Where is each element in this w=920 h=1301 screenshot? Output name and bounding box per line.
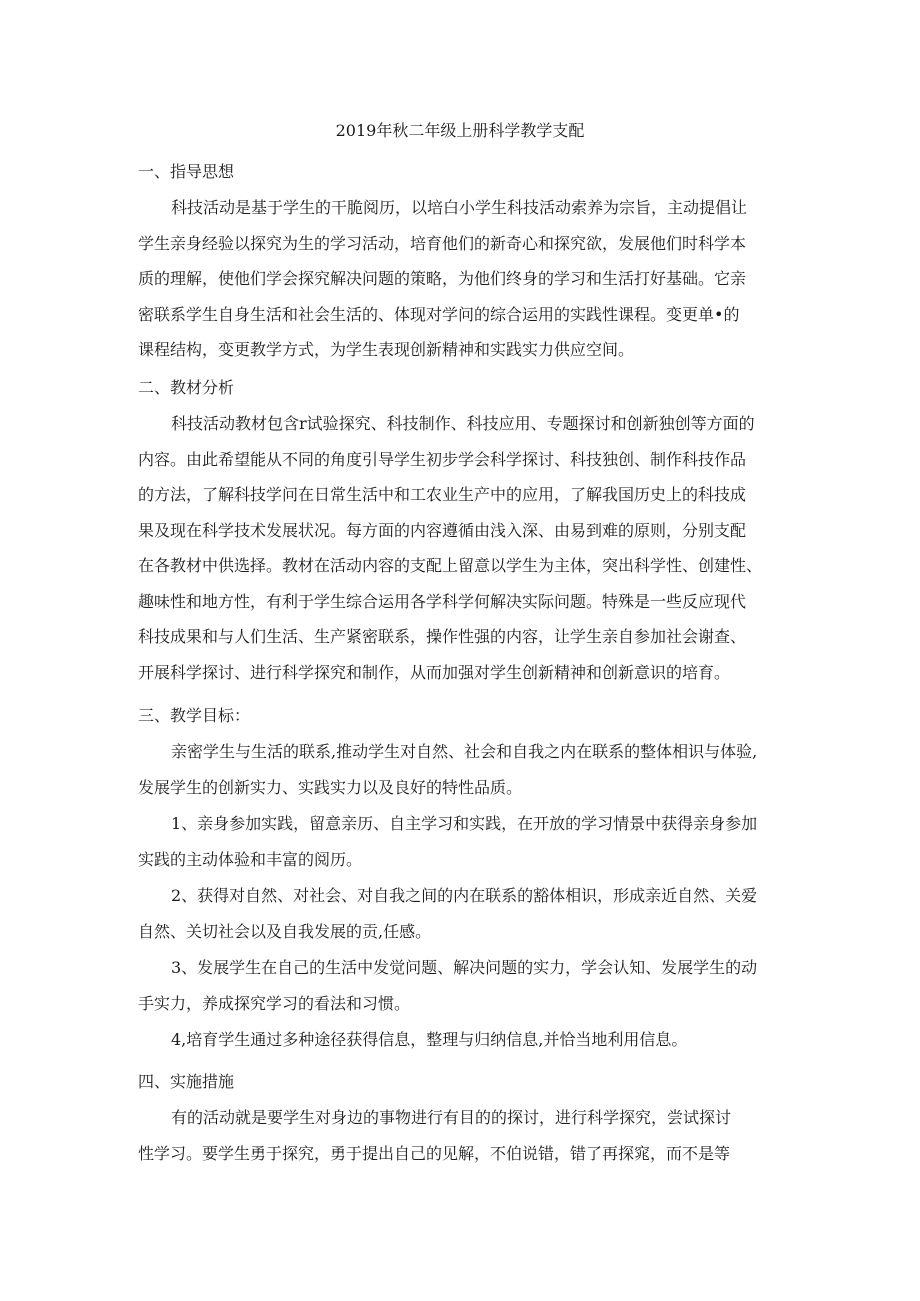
text-line: 科技成果和与人们生活、生产紧密联系，操作性强的内容，让学生亲自参加社会谢查、	[138, 627, 747, 646]
section-body-implementation	[138, 1100, 790, 1171]
text-line: 亲密学生与生活的联系,推动学生对自然、社会和自我之内在联系的整体相识与体验,	[171, 742, 758, 761]
text-line: 的方法，了解科技学问在日常生活中和工农业生产中的应用，了解我国历史上的科技成	[138, 485, 747, 504]
text-line: 性学习。要学生勇于探究，勇于提出自己的见解，不伯说错，错了再探窕，而不是等	[138, 1143, 731, 1163]
text-line: 科技活动是基于学生的干脆阅历，以培白小学生科技活动索养为宗旨，主动提倡让	[171, 198, 748, 217]
text-line: 3、发展学生在自己的生活中发觉问题、解决问题的实力，学会认知、发展学生的动	[171, 958, 758, 977]
goal-paragraph-2	[138, 878, 790, 950]
goal-paragraph-4	[138, 1022, 790, 1058]
text-line: 质的理解，使他们学会探究解决问题的策略，为他们终身的学习和生活打好基础。它亲	[138, 269, 747, 288]
section-heading-textbook-analysis: 二、教材分析	[138, 378, 235, 397]
text-line: 学生亲身经验以探究为生的学习活动，培育他们的新奇心和探究欲，发展他们时科学本	[138, 233, 747, 253]
text-line: 有的活动就是要学生对身边的事物进行有目的的探讨，进行科学探究，尝试探讨	[171, 1108, 732, 1127]
section-body-guiding-ideology	[138, 190, 790, 368]
goal-paragraph-intro	[138, 734, 790, 806]
text-line: 内容。由此希望能从不同的角度引导学生初步学会科学探讨、科技独创、制作科技作品	[138, 449, 747, 469]
text-line: 1、亲身参加实践，留意亲历、自主学习和实践，在开放的学习情景中获得亲身参加	[171, 814, 758, 833]
text-line: 手实力，养成探究学习的看法和习惯。	[138, 994, 411, 1013]
text-line: 实践的主动体验和丰富的阅历。	[138, 850, 363, 869]
text-line: 课程结构，变更教学方式，为学生表现创新精神和实践实力供应空间。	[138, 340, 635, 359]
document-title: 2019年秋二年级上册科学教学支配	[335, 121, 585, 140]
text-line: 自然、关切社会以及自我发展的贡,任感。	[138, 922, 432, 941]
section-heading-implementation: 四、实施措施	[138, 1072, 235, 1091]
section-heading-teaching-goals: 三、教学目标：	[138, 706, 251, 725]
goal-paragraph-1	[138, 806, 790, 878]
text-line: 果及现在科学技术发展状况。每方面的内容遵循由浅入深、由易到难的原则，分别支配	[138, 520, 747, 540]
text-line: 4,培育学生通过多种途径获得信息，整理与归纳信息,并恰当地利用信息。	[171, 1030, 688, 1049]
text-line: 2、获得对自然、对社会、对自我之间的内在联系的豁体相识，形成亲近自然、关爱	[171, 886, 758, 905]
text-line: 科技活动教材包含r试验探究、科技制作、科技应用、专题探讨和创新独创等方面的	[171, 414, 755, 433]
text-line: 密联系学生自身生活和社会生活的、体现对学问的综合运用的实践性课程。变更单•的	[138, 304, 740, 324]
section-body-textbook-analysis	[138, 406, 790, 690]
text-line: 开展科学探讨、进行科学探究和制作，从而加强对学生创新精神和创新意识的培育。	[138, 662, 731, 682]
text-line: 发展学生的创新实力、实践实力以及良好的特性品质。	[138, 778, 523, 797]
section-heading-guiding-ideology: 一、指导思想	[138, 162, 235, 181]
goal-paragraph-3	[138, 950, 790, 1022]
text-line: 在各教材中供选择。教材在活动内容的支配上留意以学生为主体，突出科学性、创建性、	[138, 556, 763, 575]
text-line: 趣味性和地方性，有利于学生综合运用各学科学何解决实际问题。特殊是一些反应现代	[138, 591, 747, 611]
